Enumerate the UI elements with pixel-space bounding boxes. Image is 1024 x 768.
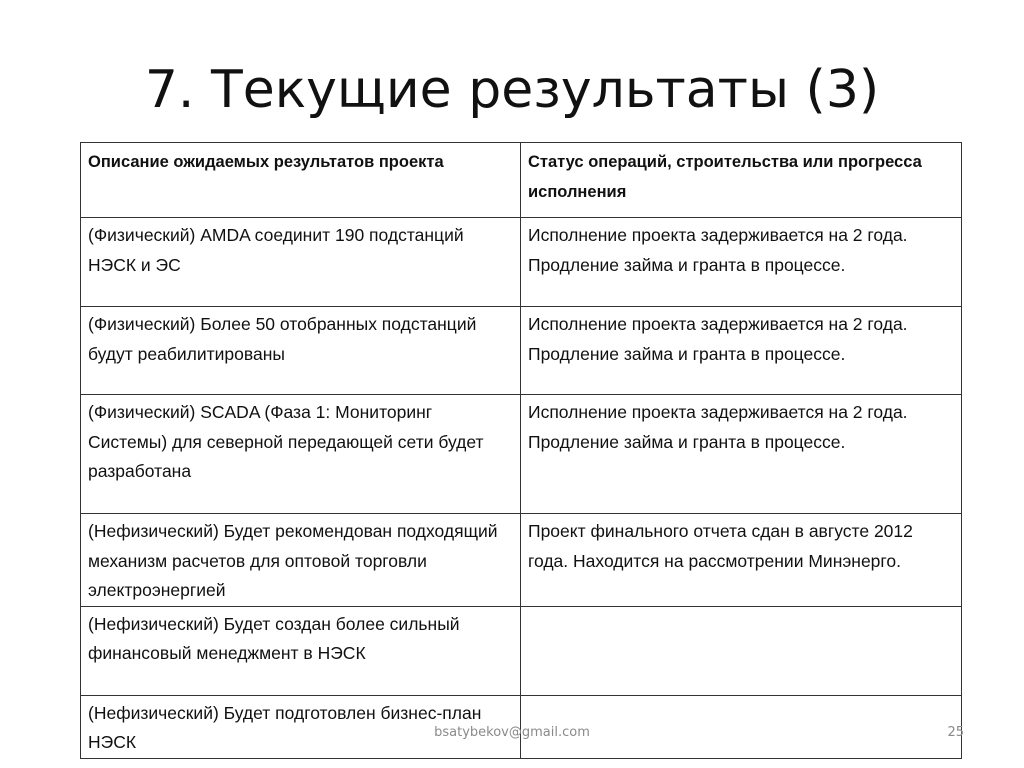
result-description: (Физический) SCADA (Фаза 1: Мониторинг Системы) для северной передающей сети будет разработана [81, 395, 521, 514]
result-description: (Нефизический) Будет рекомендован подходящий механизм расчетов для оптовой торговли электроэнергией [81, 514, 521, 607]
table-row [81, 395, 962, 514]
table-row [81, 514, 962, 607]
page-number: 25 [947, 725, 964, 740]
results-table [80, 142, 962, 759]
result-status: Исполнение проекта задерживается на 2 года. Продление займа и гранта в процессе. [521, 307, 962, 395]
slide-title: 7. Текущие результаты (3) [144, 60, 880, 120]
table-row [81, 307, 962, 395]
footer-email: bsatybekov@gmail.com [434, 725, 590, 740]
result-description: (Нефизический) Будет подготовлен бизнес-план НЭСК [81, 695, 521, 758]
result-description: (Физический) Более 50 отобранных подстанций будут реабилитированы [81, 307, 521, 395]
result-status: Исполнение проекта задерживается на 2 года. Продление займа и гранта в процессе. [521, 395, 962, 514]
result-status: Проект финального отчета сдан в августе 2012 года. Находится на рассмотрении Минэнерго. [521, 514, 962, 607]
table-row [81, 606, 962, 695]
result-status: Исполнение проекта задерживается на 2 года. Продление займа и гранта в процессе. [521, 218, 962, 307]
result-description: (Физический) AMDA соединит 190 подстанций НЭСК и ЭС [81, 218, 521, 307]
header-expected-results: Описание ожидаемых результатов проекта [81, 143, 521, 218]
table-header-row [81, 143, 962, 218]
result-status [521, 606, 962, 695]
result-description: (Нефизический) Будет создан более сильный финансовый менеджмент в НЭСК [81, 606, 521, 695]
table-row [81, 218, 962, 307]
header-operation-status: Статус операций, строительства или прогресса исполнения [521, 143, 962, 218]
